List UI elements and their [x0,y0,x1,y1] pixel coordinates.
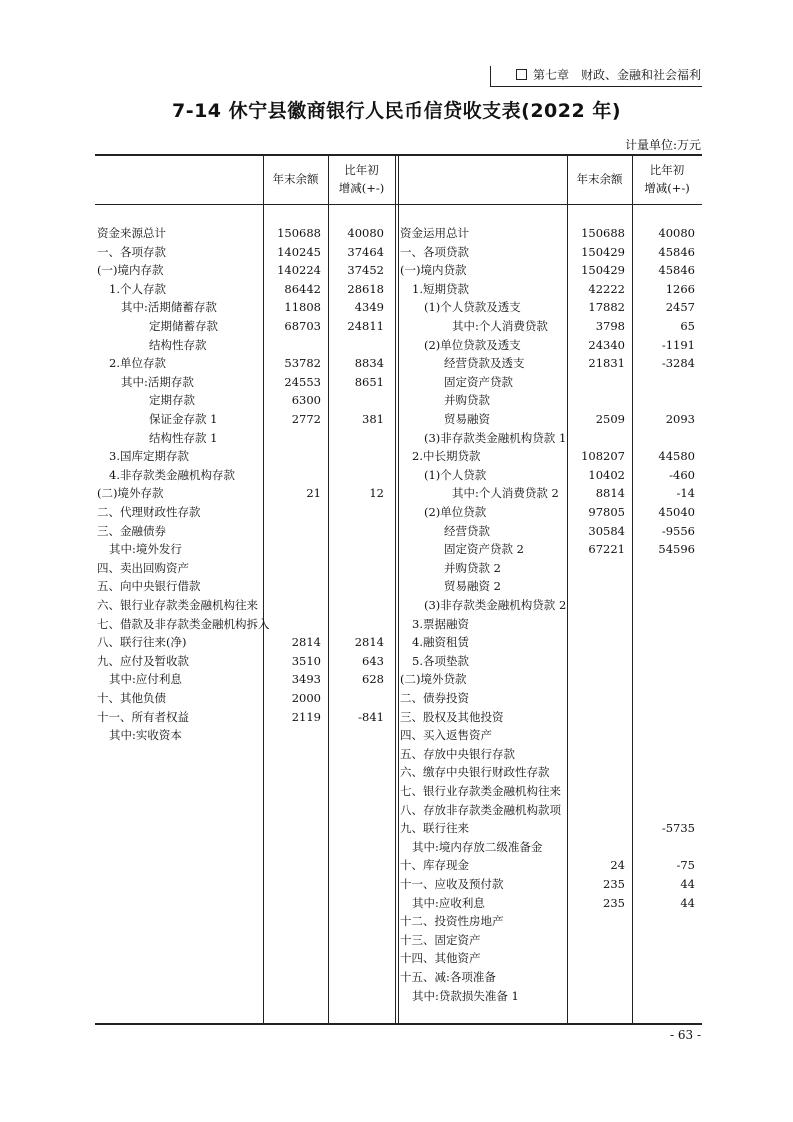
row-label: 其中:活期储蓄存款 [121,300,217,315]
change-value: 28618 [347,281,384,296]
row-label: 保证金存款 1 [149,412,218,426]
right-table-row [95,689,702,708]
right-table-row [95,875,702,894]
balance-value: 150429 [581,244,625,259]
square-icon [516,69,527,80]
change-value: 4349 [354,300,384,315]
row-label: 2.中长期贷款 [412,449,481,464]
right-table-row [95,410,702,429]
change-value: 628 [362,672,384,687]
row-label: 定期储蓄存款 [149,319,218,333]
row-label: 九、应付及暂收款 [97,653,189,668]
change-value: 12 [369,486,384,501]
header-left-change-1: 比年初 [344,163,379,177]
change-value: 40080 [658,226,695,240]
row-label: 其中:境外发行 [109,542,182,557]
balance-value: 3510 [291,653,321,668]
change-value: 40080 [347,226,384,240]
right-table-row [95,522,702,541]
right-table-row [95,280,702,299]
right-table-row [95,373,702,392]
balance-value: 86442 [284,281,321,296]
balance-value: 235 [603,895,625,910]
header-left-balance: 年末余额 [272,172,319,186]
right-table-row [95,633,702,652]
row-label: 一、各项贷款 [400,244,469,259]
balance-value: 24340 [588,337,625,352]
header-underline [490,86,702,87]
row-label: 其中:贷款损失准备 1 [412,988,519,1003]
right-table-row [95,726,702,745]
balance-value: 30584 [588,523,625,538]
row-label: 七、借款及非存款类金融机构拆入 [97,616,270,631]
row-label: (3)非存款类金融机构贷款 2 [424,598,567,612]
change-value: 8651 [354,374,384,389]
header-divider [490,66,491,86]
row-label: (3)非存款类金融机构贷款 1 [424,430,567,445]
row-label: 十四、其他资产 [400,951,481,966]
row-label: 其中:个人消费贷款 2 [452,486,559,501]
balance-value: 97805 [588,505,625,519]
balance-value: 68703 [284,319,321,333]
row-label: 六、银行业存款类金融机构往来 [97,598,258,612]
row-label: 十一、所有者权益 [97,709,189,724]
change-value: 45846 [658,263,695,278]
balance-value: 53782 [284,356,321,371]
chapter-header [516,66,701,83]
row-label: 八、联行往来(净) [97,635,187,650]
row-label: 1.短期贷款 [412,281,469,296]
row-label: 定期存款 [149,393,195,408]
right-table-row [95,652,702,671]
balance-value: 2814 [291,635,321,650]
credit-table [95,154,702,1024]
row-label: 三、股权及其他投资 [400,709,504,724]
right-table-row [95,856,702,875]
right-table-row [95,429,702,448]
change-value: 45040 [658,505,695,519]
row-label: 其中:活期存款 [121,374,194,389]
right-table-row [95,354,702,373]
right-table-row [95,745,702,764]
balance-value: 24 [610,858,625,873]
balance-value: 3493 [291,672,321,687]
right-table-row [95,317,702,336]
row-label: 十五、减:各项准备 [400,970,496,984]
row-label: 结构性存款 1 [149,430,218,445]
row-label: 4.融资租赁 [412,635,469,650]
balance-value: 2119 [291,709,321,724]
change-value: -460 [669,467,695,482]
row-label: 资金来源总计 [97,226,166,240]
balance-value: 10402 [588,467,625,482]
right-table-row [95,484,702,503]
balance-value: 6300 [291,393,321,408]
balance-value: 150688 [581,226,625,240]
chapter-label: 第七章 财政、金融和社会福利 [532,68,701,82]
row-label: (二)境外存款 [97,486,164,501]
row-label: 其中:应付利息 [109,672,182,687]
balance-value: 108207 [581,449,625,464]
row-label: 其中:实收资本 [109,728,182,743]
change-value: -3284 [661,356,695,371]
change-value: -841 [358,709,384,724]
row-label: 其中:个人消费贷款 [452,319,548,333]
balance-value: 2772 [291,412,321,426]
row-label: 其中:境内存放二级准备金 [412,839,543,854]
row-label: 六、缴存中央银行财政性存款 [400,765,550,780]
row-label: (2)单位贷款 [424,505,487,519]
row-label: 结构性存款 [149,337,207,352]
row-label: (二)境外贷款 [400,672,467,687]
right-table-row [95,540,702,559]
balance-value: 150429 [581,263,625,278]
right-table-row [95,708,702,727]
change-value: 44 [680,877,695,891]
unit-label: 计量单位:万元 [624,138,701,152]
change-value: 643 [362,653,384,668]
right-table-row [95,577,702,596]
right-table-row [95,447,702,466]
balance-value: 21831 [588,356,625,371]
change-value: 44 [680,895,695,910]
header-left-change-2: 增减(+-) [338,181,385,195]
change-value: 2093 [665,412,695,426]
right-table-row [95,615,702,634]
change-value: 2457 [665,300,695,315]
header-right-change-1: 比年初 [649,163,685,177]
change-value: 381 [362,412,384,426]
change-value: 8834 [354,356,384,371]
right-table-row [95,336,702,355]
right-table-row [95,782,702,801]
row-label: 九、联行往来 [400,821,469,836]
row-label: 经营贷款 [444,523,490,538]
row-label: 并购贷款 [444,393,490,408]
row-label: 五、存放中央银行存款 [400,746,515,761]
row-label: 十一、应收及预付款 [400,877,504,891]
row-label: 十、库存现金 [400,858,469,873]
change-value: -75 [676,858,695,873]
page-number: - 63 - [669,1028,701,1042]
right-table-row [95,987,702,1006]
right-table-row [95,298,702,317]
row-label: (1)个人贷款及透支 [424,300,521,315]
balance-value: 24553 [284,374,321,389]
header-right-balance: 年末余额 [576,172,623,186]
row-label: 四、卖出回购资产 [97,560,189,575]
right-table-row [95,466,702,485]
row-label: 资金运用总计 [400,226,469,240]
right-table-row [95,261,702,280]
balance-value: 21 [306,486,321,501]
row-label: 贸易融资 2 [444,579,501,594]
row-label: 3.国库定期存款 [109,449,189,464]
right-table-row [95,801,702,820]
change-value: 45846 [658,244,695,259]
right-table-row [95,931,702,950]
row-label: 八、存放非存款类金融机构款项 [400,802,561,817]
balance-value: 67221 [588,542,625,557]
row-label: 二、债券投资 [400,691,469,705]
right-table-row [95,838,702,857]
right-table-row [95,894,702,913]
balance-value: 2509 [595,412,625,426]
row-label: 四、买入返售资产 [400,728,492,743]
right-table-row [95,391,702,410]
row-label: 1.个人存款 [109,281,166,296]
change-value: -5735 [661,821,695,836]
change-value: 24811 [347,319,384,333]
change-value: 65 [680,319,695,333]
page-title: 7-14 休宁县徽商银行人民币信贷收支表(2022 年) [171,100,622,122]
right-table-row [95,949,702,968]
change-value: 44580 [658,449,695,464]
row-label: 并购贷款 2 [444,560,501,575]
row-label: (2)单位贷款及透支 [424,337,521,352]
row-label: 固定资产贷款 2 [444,542,524,557]
row-label: 5.各项垫款 [412,653,469,668]
right-table-row [95,596,702,615]
change-value: 2814 [354,635,384,650]
balance-value: 140224 [277,263,321,278]
row-label: 十二、投资性房地产 [400,914,504,929]
balance-value: 17882 [588,300,625,315]
balance-value: 8814 [595,486,625,501]
balance-value: 42222 [588,281,625,296]
row-label: (一)境内贷款 [400,263,467,278]
row-label: 二、代理财政性存款 [97,505,201,519]
row-label: 十、其他负债 [97,691,166,705]
balance-value: 11808 [284,300,321,315]
balance-value: 3798 [595,319,625,333]
row-label: 贸易融资 [444,412,490,426]
change-value: 37452 [347,263,384,278]
change-value: -14 [676,486,695,501]
right-table-row [95,819,702,838]
right-table-row [95,670,702,689]
row-label: 五、向中央银行借款 [97,579,201,594]
change-value: 54596 [658,542,695,557]
row-label: 一、各项存款 [97,244,166,259]
row-label: 经营贷款及透支 [444,356,525,371]
right-table-row [95,559,702,578]
row-label: 三、金融债券 [97,523,166,538]
row-label: 七、银行业存款类金融机构往来 [400,784,561,798]
balance-value: 2000 [291,691,321,705]
row-label: 3.票据融资 [412,616,469,631]
row-label: 4.非存款类金融机构存款 [109,467,235,482]
right-table-row [95,968,702,987]
row-label: 其中:应收利息 [412,895,485,910]
balance-value: 140245 [277,244,321,259]
change-value: -9556 [661,523,695,538]
right-table-row [95,243,702,262]
right-table-row [95,763,702,782]
row-label: 固定资产贷款 [444,374,513,389]
right-table-row [95,912,702,931]
change-value: 37464 [347,244,384,259]
row-label: (一)境内存款 [97,263,164,278]
header-right-change-2: 增减(+-) [644,181,690,195]
change-value: 1266 [665,281,695,296]
balance-value: 150688 [277,226,321,240]
balance-value: 235 [603,877,625,891]
row-label: 2.单位存款 [109,356,166,371]
change-value: -1191 [661,337,695,352]
right-table-row [95,503,702,522]
row-label: 十三、固定资产 [400,932,481,947]
right-table-row [95,224,702,243]
row-label: (1)个人贷款 [424,467,487,482]
